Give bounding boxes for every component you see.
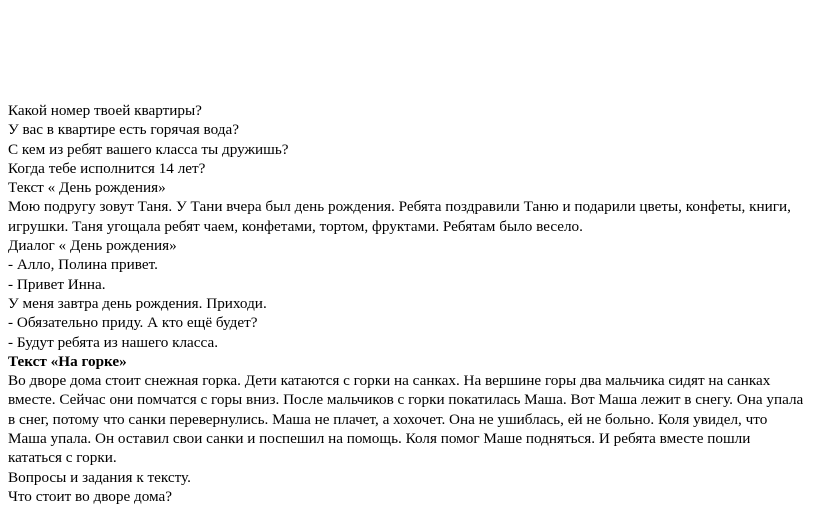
question-line: Когда тебе исполнится 14 лет? [8,159,206,177]
question-line: Какой номер твоей квартиры? [8,102,202,119]
dialog-line: - Алло, Полина привет. [8,256,158,274]
question-line: Что стоит во дворе дома? [8,487,173,505]
birthday-dialog-title: Диалог « День рождения» [8,237,177,255]
dialog-line: - Привет Инна. [8,275,106,293]
dialog-line: - Обязательно приду. А кто ещё будет? [8,314,258,332]
hill-text-title: Текст «На горке» [8,352,127,370]
questions-title: Вопросы и задания к тексту. [8,468,191,486]
dialog-line: У меня завтра день рождения. Приходи. [8,294,267,312]
question-line: С кем из ребят вашего класса ты дружишь? [8,140,289,158]
document-text [8,101,808,506]
birthday-text-body: Мою подругу зовут Таня. У Тани вчера был день рождения. Ребята поздравили Таню и подарили цветы, конфеты, книги, игрушки. Таня угощала ребят чаем, конфетами, тортом, фруктами. Ребятам было весело. [8,198,791,235]
dialog-line: - Будут ребята из нашего класса. [8,333,218,351]
birthday-text-title: Текст « День рождения» [8,179,166,197]
question-line: У вас в квартире есть горячая вода? [8,121,239,139]
hill-text-body: Во дворе дома стоит снежная горка. Дети катаются с горки на санках. На вершине горы два мальчика сидят на санках вместе. Сейчас они помчатся с горы вниз. После мальчиков с горки покатилась Маша. Вот Маша лежит в снегу. Она упала в снег, потому что санки перевернулись. Маша не плачет, а хохочет. Она не ушиблась, ей не больно. Коля увидел, что Маша упала. Он оставил свои санки и поспешил на помощь. Коля помог Маше подняться. И ребята вместе пошли кататься с горки. [8,372,804,467]
